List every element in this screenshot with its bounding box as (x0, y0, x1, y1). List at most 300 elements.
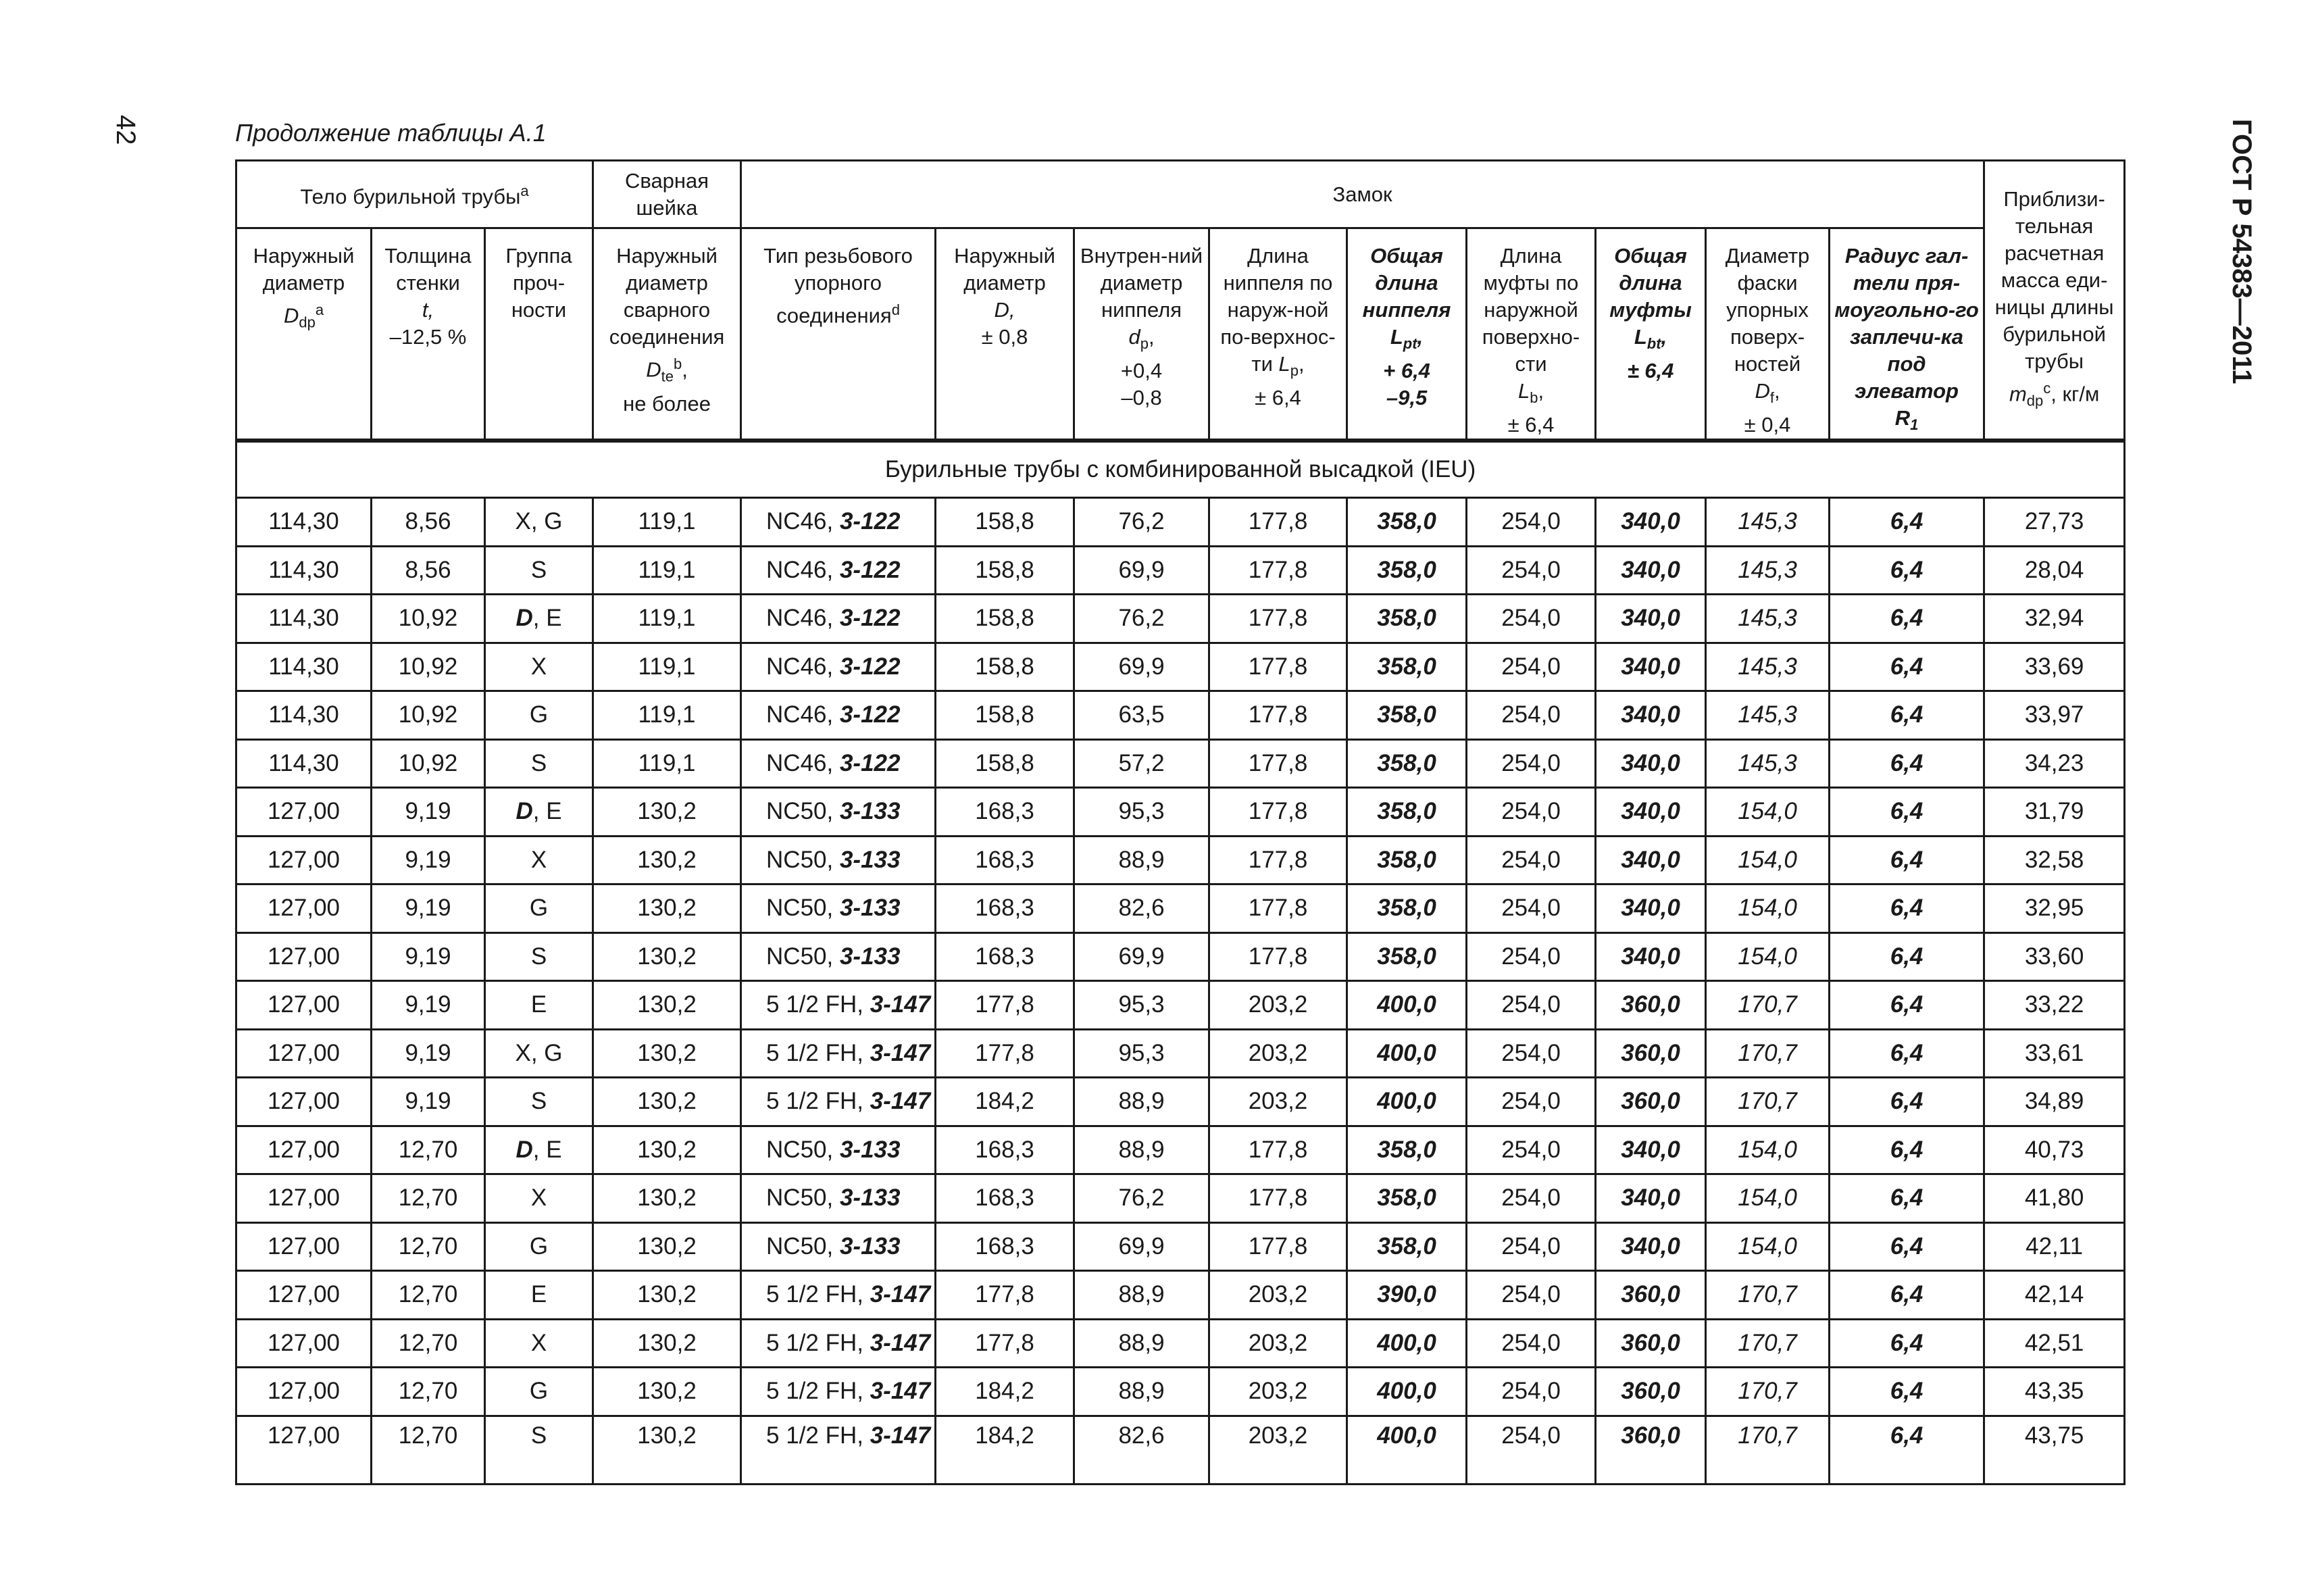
cell-jd: 158,8 (936, 643, 1074, 691)
table-row (236, 884, 2125, 933)
cell-od: 127,00 (236, 1319, 372, 1368)
header-box-length: Длина муфты по наружной поверхно-сти $L_b$, ± 6,4 (1467, 228, 1596, 441)
cell-ptot: 358,0 (1347, 739, 1467, 788)
cell-od: 114,30 (236, 691, 372, 740)
table-row (236, 643, 2125, 691)
cell-jd: 158,8 (936, 595, 1074, 643)
table-row (236, 1222, 2125, 1271)
cell-ptot: 400,0 (1347, 1029, 1467, 1078)
cell-grade: G (485, 1222, 593, 1271)
cell-weld: 130,2 (593, 1126, 741, 1174)
cell-bev: 170,7 (1706, 1029, 1830, 1078)
cell-wall: 12,70 (372, 1368, 485, 1416)
cell-plen: 177,8 (1209, 643, 1347, 691)
cell-weld: 119,1 (593, 739, 741, 788)
cell-grade: E (485, 1271, 593, 1320)
cell-wall: 12,70 (372, 1416, 485, 1484)
cell-pid: 88,9 (1074, 1368, 1209, 1416)
cell-mass: 43,75 (1984, 1416, 2125, 1484)
cell-blen: 254,0 (1467, 788, 1596, 837)
cell-pid: 88,9 (1074, 836, 1209, 884)
table-caption: Продолжение таблицы А.1 (235, 119, 547, 147)
cell-weld: 130,2 (593, 836, 741, 884)
cell-grade: S (485, 932, 593, 981)
cell-pid: 88,9 (1074, 1271, 1209, 1320)
table-row (236, 1078, 2125, 1126)
cell-bev: 154,0 (1706, 1174, 1830, 1223)
cell-ptot: 400,0 (1347, 1078, 1467, 1126)
header-outer-diameter: Наружный диаметр $D_{dp}^a$ (236, 228, 372, 441)
cell-btot: 360,0 (1596, 1368, 1706, 1416)
cell-weld: 130,2 (593, 1368, 741, 1416)
cell-conn: NC50, 3-133 (741, 836, 936, 884)
cell-mass: 33,97 (1984, 691, 2125, 740)
cell-conn: 5 1/2 FH, 3-147 (741, 1078, 936, 1126)
cell-conn: NC50, 3-133 (741, 932, 936, 981)
table-row (236, 1126, 2125, 1174)
cell-ptot: 390,0 (1347, 1271, 1467, 1320)
cell-blen: 254,0 (1467, 1271, 1596, 1320)
cell-ptot: 358,0 (1347, 884, 1467, 933)
cell-weld: 130,2 (593, 1078, 741, 1126)
cell-pid: 95,3 (1074, 981, 1209, 1030)
cell-rad: 6,4 (1830, 498, 1984, 547)
cell-conn: NC50, 3-133 (741, 1222, 936, 1271)
header-wall-thickness: Толщина стенки t, –12,5 % (372, 228, 485, 441)
cell-bev: 170,7 (1706, 1416, 1830, 1484)
table-row (236, 691, 2125, 740)
cell-weld: 130,2 (593, 981, 741, 1030)
cell-ptot: 400,0 (1347, 1416, 1467, 1484)
cell-grade: G (485, 1368, 593, 1416)
cell-plen: 177,8 (1209, 932, 1347, 981)
cell-blen: 254,0 (1467, 546, 1596, 595)
cell-rad: 6,4 (1830, 595, 1984, 643)
table-row (236, 1271, 2125, 1320)
cell-ptot: 358,0 (1347, 1222, 1467, 1271)
cell-bev: 145,3 (1706, 691, 1830, 740)
cell-conn: 5 1/2 FH, 3-147 (741, 1319, 936, 1368)
header-tool-joint: Замок (741, 161, 1984, 228)
cell-wall: 9,19 (372, 932, 485, 981)
cell-conn: NC50, 3-133 (741, 1126, 936, 1174)
cell-blen: 254,0 (1467, 932, 1596, 981)
cell-bev: 170,7 (1706, 1368, 1830, 1416)
cell-grade: E (485, 981, 593, 1030)
cell-ptot: 358,0 (1347, 595, 1467, 643)
cell-blen: 254,0 (1467, 836, 1596, 884)
cell-bev: 170,7 (1706, 1078, 1830, 1126)
header-pipe-body: Тело бурильной трубы$^a$ (236, 161, 593, 228)
cell-rad: 6,4 (1830, 884, 1984, 933)
cell-grade: S (485, 1416, 593, 1484)
cell-rad: 6,4 (1830, 1126, 1984, 1174)
cell-plen: 177,8 (1209, 836, 1347, 884)
cell-mass: 42,11 (1984, 1222, 2125, 1271)
cell-rad: 6,4 (1830, 691, 1984, 740)
cell-bev: 154,0 (1706, 1222, 1830, 1271)
cell-blen: 254,0 (1467, 1222, 1596, 1271)
table-row (236, 932, 2125, 981)
header-pin-total-length: Общая длина ниппеля $L_{pt}$, + 6,4 –9,5 (1347, 228, 1467, 441)
cell-grade: D, E (485, 1126, 593, 1174)
cell-jd: 158,8 (936, 739, 1074, 788)
cell-mass: 33,22 (1984, 981, 2125, 1030)
header-pin-inner-diameter: Внутрен-ний диаметр ниппеля $d_p$, +0,4 –0,8 (1074, 228, 1209, 441)
cell-jd: 168,3 (936, 884, 1074, 933)
cell-mass: 41,80 (1984, 1174, 2125, 1223)
cell-rad: 6,4 (1830, 1271, 1984, 1320)
cell-btot: 340,0 (1596, 1126, 1706, 1174)
cell-conn: NC46, 3-122 (741, 643, 936, 691)
cell-pid: 82,6 (1074, 1416, 1209, 1484)
cell-bev: 154,0 (1706, 1126, 1830, 1174)
table-row (236, 1368, 2125, 1416)
cell-plen: 177,8 (1209, 498, 1347, 547)
cell-mass: 33,69 (1984, 643, 2125, 691)
cell-mass: 34,89 (1984, 1078, 2125, 1126)
header-connection-type: Тип резьбового упорного соединения$^d$ (741, 228, 936, 441)
cell-plen: 177,8 (1209, 1174, 1347, 1223)
cell-jd: 158,8 (936, 546, 1074, 595)
cell-grade: S (485, 1078, 593, 1126)
cell-btot: 360,0 (1596, 1271, 1706, 1320)
cell-jd: 168,3 (936, 836, 1074, 884)
cell-rad: 6,4 (1830, 1416, 1984, 1484)
cell-conn: NC50, 3-133 (741, 884, 936, 933)
cell-wall: 10,92 (372, 643, 485, 691)
cell-od: 114,30 (236, 643, 372, 691)
cell-mass: 32,94 (1984, 595, 2125, 643)
cell-ptot: 358,0 (1347, 498, 1467, 547)
cell-mass: 42,14 (1984, 1271, 2125, 1320)
cell-grade: X, G (485, 1029, 593, 1078)
cell-blen: 254,0 (1467, 1319, 1596, 1368)
cell-rad: 6,4 (1830, 836, 1984, 884)
cell-jd: 184,2 (936, 1368, 1074, 1416)
cell-blen: 254,0 (1467, 981, 1596, 1030)
cell-jd: 184,2 (936, 1416, 1074, 1484)
cell-btot: 340,0 (1596, 498, 1706, 547)
cell-rad: 6,4 (1830, 981, 1984, 1030)
cell-blen: 254,0 (1467, 1416, 1596, 1484)
cell-jd: 177,8 (936, 1319, 1074, 1368)
cell-od: 114,30 (236, 498, 372, 547)
cell-rad: 6,4 (1830, 1078, 1984, 1126)
cell-bev: 154,0 (1706, 884, 1830, 933)
table-body (236, 441, 2125, 1484)
cell-od: 127,00 (236, 981, 372, 1030)
cell-grade: D, E (485, 595, 593, 643)
cell-bev: 154,0 (1706, 932, 1830, 981)
cell-grade: X (485, 836, 593, 884)
cell-blen: 254,0 (1467, 595, 1596, 643)
cell-pid: 63,5 (1074, 691, 1209, 740)
cell-pid: 69,9 (1074, 1222, 1209, 1271)
cell-bev: 170,7 (1706, 981, 1830, 1030)
cell-wall: 12,70 (372, 1126, 485, 1174)
cell-weld: 119,1 (593, 643, 741, 691)
cell-plen: 177,8 (1209, 788, 1347, 837)
cell-pid: 76,2 (1074, 1174, 1209, 1223)
cell-blen: 254,0 (1467, 739, 1596, 788)
page-number: 42 (111, 115, 141, 145)
cell-btot: 340,0 (1596, 932, 1706, 981)
standard-id-text: ГОСТ Р 54383—2011 (2227, 119, 2257, 384)
cell-pid: 95,3 (1074, 788, 1209, 837)
cell-mass: 34,23 (1984, 739, 2125, 788)
cell-btot: 360,0 (1596, 1319, 1706, 1368)
cell-pid: 88,9 (1074, 1319, 1209, 1368)
cell-bev: 145,3 (1706, 643, 1830, 691)
cell-plen: 203,2 (1209, 1078, 1347, 1126)
table-row (236, 595, 2125, 643)
cell-wall: 12,70 (372, 1271, 485, 1320)
cell-od: 127,00 (236, 1222, 372, 1271)
cell-blen: 254,0 (1467, 1174, 1596, 1223)
cell-ptot: 358,0 (1347, 691, 1467, 740)
cell-rad: 6,4 (1830, 739, 1984, 788)
cell-jd: 177,8 (936, 1029, 1074, 1078)
cell-pid: 57,2 (1074, 739, 1209, 788)
cell-blen: 254,0 (1467, 884, 1596, 933)
cell-btot: 340,0 (1596, 1174, 1706, 1223)
table-row (236, 981, 2125, 1030)
cell-mass: 33,61 (1984, 1029, 2125, 1078)
cell-plen: 203,2 (1209, 1271, 1347, 1320)
cell-btot: 340,0 (1596, 739, 1706, 788)
cell-bev: 145,3 (1706, 595, 1830, 643)
cell-mass: 40,73 (1984, 1126, 2125, 1174)
cell-conn: 5 1/2 FH, 3-147 (741, 1029, 936, 1078)
cell-mass: 33,60 (1984, 932, 2125, 981)
cell-mass: 28,04 (1984, 546, 2125, 595)
cell-ptot: 358,0 (1347, 836, 1467, 884)
cell-plen: 177,8 (1209, 739, 1347, 788)
cell-conn: NC50, 3-133 (741, 788, 936, 837)
cell-btot: 360,0 (1596, 1078, 1706, 1126)
cell-conn: 5 1/2 FH, 3-147 (741, 1271, 936, 1320)
cell-conn: 5 1/2 FH, 3-147 (741, 1416, 936, 1484)
cell-wall: 8,56 (372, 498, 485, 547)
cell-bev: 154,0 (1706, 788, 1830, 837)
cell-ptot: 358,0 (1347, 932, 1467, 981)
cell-weld: 130,2 (593, 1174, 741, 1223)
cell-weld: 130,2 (593, 932, 741, 981)
cell-grade: X, G (485, 498, 593, 547)
cell-ptot: 400,0 (1347, 1319, 1467, 1368)
cell-weld: 130,2 (593, 1319, 741, 1368)
cell-grade: G (485, 691, 593, 740)
cell-od: 127,00 (236, 1078, 372, 1126)
cell-btot: 340,0 (1596, 788, 1706, 837)
header-weld-diameter: Наружный диаметр сварного соединения $D_{te}^b$, не более (593, 228, 741, 441)
cell-od: 127,00 (236, 884, 372, 933)
cell-conn: NC46, 3-122 (741, 595, 936, 643)
cell-od: 114,30 (236, 739, 372, 788)
cell-weld: 130,2 (593, 884, 741, 933)
cell-pid: 69,9 (1074, 932, 1209, 981)
cell-od: 127,00 (236, 1368, 372, 1416)
cell-blen: 254,0 (1467, 1078, 1596, 1126)
cell-grade: S (485, 546, 593, 595)
cell-btot: 340,0 (1596, 643, 1706, 691)
cell-od: 127,00 (236, 1416, 372, 1484)
cell-od: 127,00 (236, 788, 372, 837)
cell-rad: 6,4 (1830, 1319, 1984, 1368)
cell-wall: 9,19 (372, 981, 485, 1030)
table-row (236, 836, 2125, 884)
cell-plen: 203,2 (1209, 1319, 1347, 1368)
header-strength-group: Группа проч-ности (485, 228, 593, 441)
cell-mass: 32,95 (1984, 884, 2125, 933)
cell-plen: 177,8 (1209, 884, 1347, 933)
cell-jd: 177,8 (936, 1271, 1074, 1320)
cell-jd: 168,3 (936, 1126, 1074, 1174)
cell-bev: 170,7 (1706, 1319, 1830, 1368)
table-row (236, 788, 2125, 837)
cell-pid: 76,2 (1074, 595, 1209, 643)
cell-jd: 177,8 (936, 981, 1074, 1030)
cell-ptot: 358,0 (1347, 1174, 1467, 1223)
cell-mass: 32,58 (1984, 836, 2125, 884)
cell-wall: 12,70 (372, 1222, 485, 1271)
cell-blen: 254,0 (1467, 691, 1596, 740)
cell-blen: 254,0 (1467, 498, 1596, 547)
cell-jd: 168,3 (936, 1174, 1074, 1223)
cell-rad: 6,4 (1830, 788, 1984, 837)
cell-pid: 95,3 (1074, 1029, 1209, 1078)
cell-rad: 6,4 (1830, 643, 1984, 691)
cell-wall: 9,19 (372, 1078, 485, 1126)
cell-btot: 340,0 (1596, 595, 1706, 643)
cell-bev: 145,3 (1706, 498, 1830, 547)
cell-jd: 168,3 (936, 788, 1074, 837)
cell-wall: 12,70 (372, 1174, 485, 1223)
header-bevel-diameter: Диаметр фаски упорных поверх-ностей $D_f$, ± 0,4 (1706, 228, 1830, 441)
cell-blen: 254,0 (1467, 1126, 1596, 1174)
section-title: Бурильные трубы с комбинированной высадкой (IEU) (236, 441, 2125, 498)
cell-od: 114,30 (236, 546, 372, 595)
header-fillet-radius: Радиус гал-тели пря-моугольно-го заплечи-ка под элеватор $R_1$ (1830, 228, 1984, 441)
cell-pid: 82,6 (1074, 884, 1209, 933)
cell-pid: 76,2 (1074, 498, 1209, 547)
cell-grade: X (485, 1319, 593, 1368)
cell-wall: 9,19 (372, 884, 485, 933)
cell-mass: 31,79 (1984, 788, 2125, 837)
cell-plen: 203,2 (1209, 1368, 1347, 1416)
cell-pid: 88,9 (1074, 1078, 1209, 1126)
cell-rad: 6,4 (1830, 1222, 1984, 1271)
cell-jd: 168,3 (936, 932, 1074, 981)
cell-ptot: 358,0 (1347, 643, 1467, 691)
cell-ptot: 358,0 (1347, 546, 1467, 595)
cell-conn: NC46, 3-122 (741, 691, 936, 740)
cell-wall: 10,92 (372, 595, 485, 643)
cell-bev: 154,0 (1706, 836, 1830, 884)
cell-conn: NC50, 3-133 (741, 1174, 936, 1223)
table-row (236, 498, 2125, 547)
cell-jd: 158,8 (936, 691, 1074, 740)
cell-btot: 360,0 (1596, 981, 1706, 1030)
cell-jd: 168,3 (936, 1222, 1074, 1271)
table-row (236, 546, 2125, 595)
cell-blen: 254,0 (1467, 1029, 1596, 1078)
cell-bev: 170,7 (1706, 1271, 1830, 1320)
cell-weld: 119,1 (593, 498, 741, 547)
header-weld-neck: Сварная шейка (593, 161, 741, 228)
cell-od: 127,00 (236, 836, 372, 884)
cell-blen: 254,0 (1467, 643, 1596, 691)
table-row (236, 739, 2125, 788)
cell-mass: 43,35 (1984, 1368, 2125, 1416)
header-mass: Приблизи-тельная расчетная масса еди-ницы длины бурильной трубы $m_{dp}^c$, кг/м (1984, 161, 2125, 441)
cell-grade: G (485, 884, 593, 933)
cell-weld: 130,2 (593, 788, 741, 837)
cell-wall: 9,19 (372, 836, 485, 884)
cell-wall: 9,19 (372, 1029, 485, 1078)
cell-od: 127,00 (236, 1029, 372, 1078)
cell-od: 127,00 (236, 1126, 372, 1174)
cell-bev: 145,3 (1706, 739, 1830, 788)
cell-mass: 42,51 (1984, 1319, 2125, 1368)
cell-ptot: 358,0 (1347, 1126, 1467, 1174)
cell-weld: 119,1 (593, 595, 741, 643)
cell-jd: 158,8 (936, 498, 1074, 547)
cell-pid: 69,9 (1074, 643, 1209, 691)
cell-btot: 340,0 (1596, 691, 1706, 740)
cell-plen: 203,2 (1209, 1416, 1347, 1484)
cell-plen: 177,8 (1209, 1222, 1347, 1271)
cell-weld: 130,2 (593, 1271, 741, 1320)
cell-ptot: 400,0 (1347, 981, 1467, 1030)
cell-btot: 340,0 (1596, 836, 1706, 884)
table-row (236, 1029, 2125, 1078)
cell-plen: 203,2 (1209, 1029, 1347, 1078)
header-box-total-length: Общая длина муфты $L_{bt}$, ± 6,4 (1596, 228, 1706, 441)
cell-conn: NC46, 3-122 (741, 739, 936, 788)
cell-wall: 10,92 (372, 739, 485, 788)
cell-grade: S (485, 739, 593, 788)
cell-wall: 8,56 (372, 546, 485, 595)
cell-grade: X (485, 643, 593, 691)
cell-weld: 130,2 (593, 1222, 741, 1271)
cell-conn: 5 1/2 FH, 3-147 (741, 981, 936, 1030)
cell-pid: 69,9 (1074, 546, 1209, 595)
cell-ptot: 358,0 (1347, 788, 1467, 837)
cell-bev: 145,3 (1706, 546, 1830, 595)
cell-wall: 10,92 (372, 691, 485, 740)
table-row (236, 1174, 2125, 1223)
cell-ptot: 400,0 (1347, 1368, 1467, 1416)
cell-od: 127,00 (236, 932, 372, 981)
cell-conn: NC46, 3-122 (741, 546, 936, 595)
cell-plen: 177,8 (1209, 1126, 1347, 1174)
cell-od: 127,00 (236, 1174, 372, 1223)
standard-id (2216, 119, 2257, 403)
table-row (236, 1319, 2125, 1368)
cell-grade: X (485, 1174, 593, 1223)
specs-table (235, 159, 2126, 1485)
cell-od: 114,30 (236, 595, 372, 643)
cell-od: 127,00 (236, 1271, 372, 1320)
cell-rad: 6,4 (1830, 932, 1984, 981)
cell-wall: 12,70 (372, 1319, 485, 1368)
header-pin-length: Длина ниппеля по наруж-ной по-верхнос-ти $L_p$, ± 6,4 (1209, 228, 1347, 441)
cell-plen: 177,8 (1209, 546, 1347, 595)
cell-weld: 130,2 (593, 1416, 741, 1484)
cell-plen: 177,8 (1209, 595, 1347, 643)
